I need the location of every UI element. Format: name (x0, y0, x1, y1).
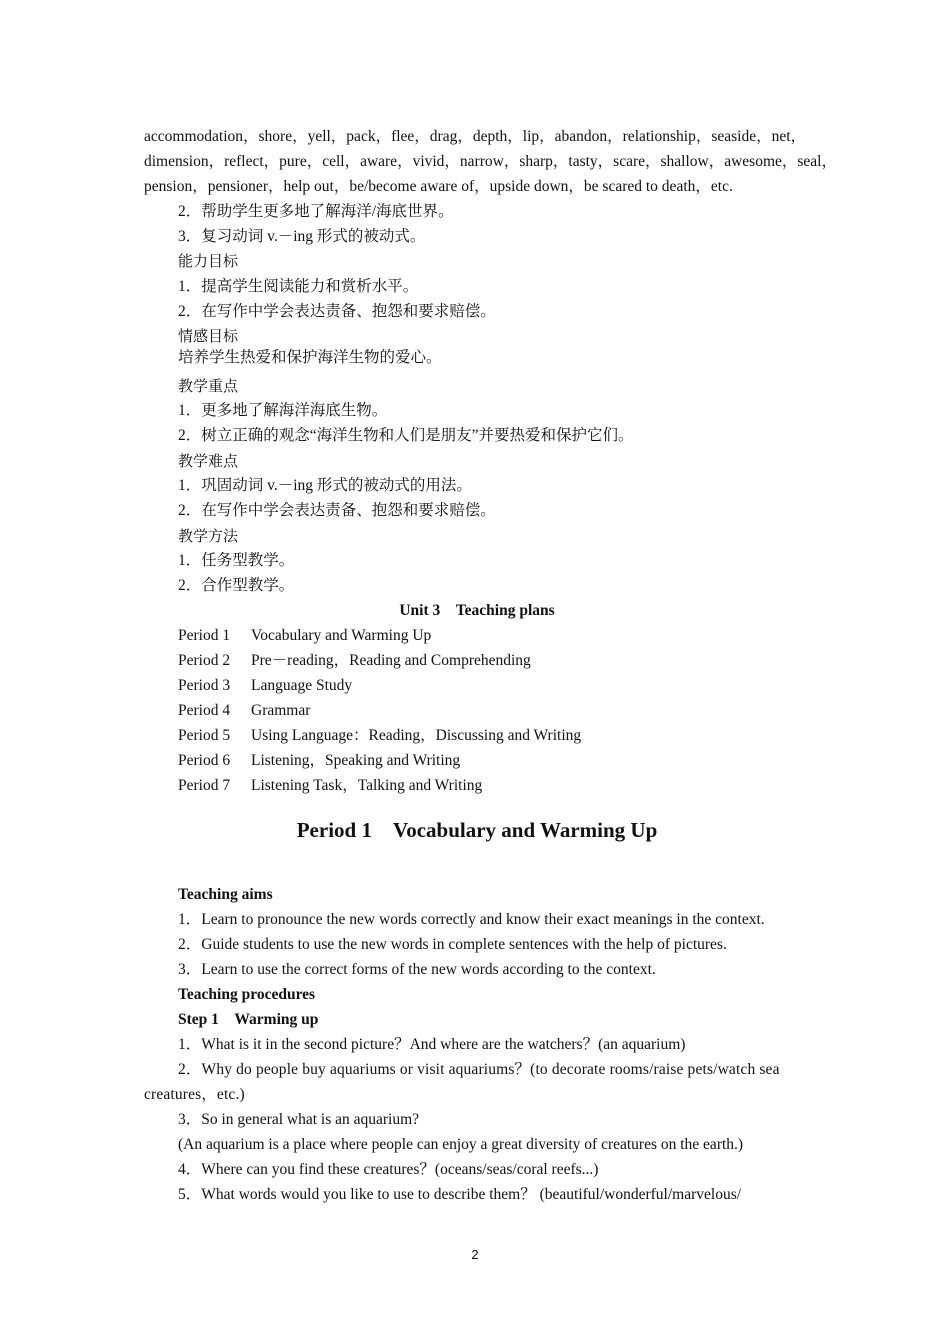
period-number: Period 3 (178, 677, 231, 694)
key-point-item: 2．树立正确的观念“海洋生物和人们是朋友”并要热爱和保护它们。 (178, 427, 634, 444)
period-number: Period 1 (178, 627, 231, 644)
period-list-item (178, 773, 810, 798)
aim-item: 1．Learn to pronounce the new words correctly and know their exact meanings in the context. (178, 911, 765, 928)
difficulty-item: 1．巩固动词 v.－ing 形式的被动式的用法。 (178, 477, 472, 494)
period-number: Period 4 (178, 702, 231, 719)
answer-text: (An aquarium is a place where people can enjoy a great diversity of creatures on the earth.) (178, 1136, 744, 1153)
period-name: Vocabulary and Warming Up (251, 627, 432, 644)
period-name: Grammar (251, 702, 311, 719)
aim-item: 2．Guide students to use the new words in complete sentences with the help of pictures. (178, 936, 727, 953)
step-heading: Step 1 Warming up (178, 1011, 319, 1028)
question-item: 3．So in general what is an aquarium? (178, 1111, 420, 1128)
period-number: Period 7 (178, 777, 231, 794)
period-name: Listening Task，Talking and Writing (251, 777, 483, 794)
period-number: Period 5 (178, 727, 231, 744)
method-item: 1．任务型教学。 (178, 552, 295, 569)
period-number: Period 2 (178, 652, 231, 669)
teaching-aims-heading: Teaching aims (178, 886, 273, 903)
key-points-heading: 教学重点 (178, 377, 239, 395)
emotion-heading: 情感目标 (178, 327, 239, 345)
period-name: Language Study (251, 677, 353, 694)
vocab-line-2: dimension，reflect，pure，cell，aware，vivid，narrow，sharp，tasty，scare，shallow，awesome，seal， (144, 153, 837, 170)
vocab-line-3: pension，pensioner，help out，be/become aware of，upside down，be scared to death，etc. (144, 178, 733, 195)
period-list-item (178, 723, 810, 748)
period-list-item (178, 673, 810, 698)
period-name: Listening，Speaking and Writing (251, 752, 461, 769)
period-list-item (178, 748, 810, 773)
ability-item: 2．在写作中学会表达责备、抱怨和要求赔偿。 (178, 303, 496, 320)
vocab-line-1: accommodation，shore，yell，pack，flee，drag，depth，lip，abandon，relationship，seaside，net， (144, 128, 807, 145)
knowledge-goal-2: 2．帮助学生更多地了解海洋/海底世界。 (178, 203, 454, 220)
question-item: 1．What is it in the second picture？And where are the watchers？(an aquarium) (178, 1036, 686, 1053)
period-list-item (178, 623, 810, 648)
method-item: 2．合作型教学。 (178, 577, 295, 594)
knowledge-goal-3: 3．复习动词 v.－ing 形式的被动式。 (178, 228, 426, 245)
period-list-item (178, 648, 810, 673)
difficulties-heading: 教学难点 (178, 452, 239, 470)
methods-heading: 教学方法 (178, 527, 239, 545)
period-number: Period 6 (178, 752, 231, 769)
period-name: Pre－reading，Reading and Comprehending (251, 652, 531, 669)
difficulty-item: 2．在写作中学会表达责备、抱怨和要求赔偿。 (178, 502, 496, 519)
ability-heading: 能力目标 (178, 252, 239, 270)
period1-title: Period 1 Vocabulary and Warming Up (296, 818, 658, 842)
key-point-item: 1．更多地了解海洋海底生物。 (178, 402, 388, 419)
page-number: 2 (471, 1247, 479, 1262)
teaching-plans-title: Unit 3 Teaching plans (399, 602, 555, 619)
period-list-item (178, 698, 810, 723)
period-name: Using Language：Reading，Discussing and Writing (251, 727, 582, 744)
question-item: 5．What words would you like to use to describe them？ (beautiful/wonderful/marvelous/ (178, 1186, 742, 1203)
question-item: 2．Why do people buy aquariums or visit aquariums？(to decorate rooms/raise pets/watch sea creatures，etc.) (144, 1061, 780, 1103)
question-item: 4．Where can you find these creatures？(oceans/seas/coral reefs...) (178, 1161, 599, 1178)
teaching-procedures-heading: Teaching procedures (178, 986, 316, 1003)
ability-item: 1．提高学生阅读能力和赏析水平。 (178, 278, 419, 295)
emotion-item: 培养学生热爱和保护海洋生物的爱心。 (178, 349, 442, 366)
aim-item: 3．Learn to use the correct forms of the new words according to the context. (178, 961, 656, 978)
